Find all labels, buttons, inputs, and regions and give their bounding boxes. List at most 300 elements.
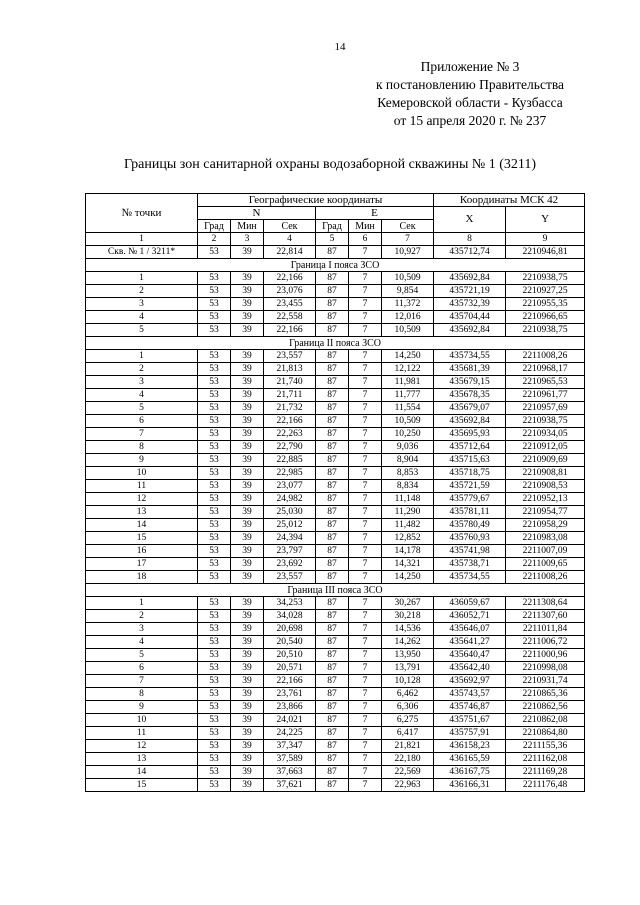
table-cell: 7 <box>349 610 382 623</box>
table-cell: 87 <box>316 753 349 766</box>
column-number: 1 <box>86 233 198 246</box>
table-cell: 20,698 <box>264 623 316 636</box>
table-cell: 53 <box>198 571 231 584</box>
table-cell: 87 <box>316 311 349 324</box>
table-cell: 24,021 <box>264 714 316 727</box>
table-cell: 87 <box>316 246 349 259</box>
table-cell: 2210961,77 <box>506 389 585 402</box>
table-cell: 435734,55 <box>434 350 506 363</box>
table-row <box>86 350 585 363</box>
table-cell: 2210912,05 <box>506 441 585 454</box>
table-cell: 87 <box>316 493 349 506</box>
table-cell: 435718,75 <box>434 467 506 480</box>
table-cell: 53 <box>198 415 231 428</box>
table-cell: 53 <box>198 389 231 402</box>
table-cell: 87 <box>316 350 349 363</box>
table-cell: 14 <box>86 766 198 779</box>
table-cell: 39 <box>231 324 264 337</box>
table-cell: 7 <box>349 701 382 714</box>
table-row <box>86 402 585 415</box>
table-cell: 87 <box>316 454 349 467</box>
table-row <box>86 506 585 519</box>
table-cell: 39 <box>231 558 264 571</box>
table-row <box>86 415 585 428</box>
table-cell: 87 <box>316 688 349 701</box>
table-cell: 87 <box>316 545 349 558</box>
table-cell: 39 <box>231 363 264 376</box>
column-number: 9 <box>506 233 585 246</box>
table-cell: 3 <box>86 298 198 311</box>
table-cell: 8 <box>86 441 198 454</box>
table-cell: 2210909,69 <box>506 454 585 467</box>
table-cell: 7 <box>349 649 382 662</box>
table-cell: 3 <box>86 376 198 389</box>
table-row <box>86 610 585 623</box>
table-cell: 2210931,74 <box>506 675 585 688</box>
table-cell: 39 <box>231 740 264 753</box>
table-cell: 11,554 <box>382 402 434 415</box>
table-cell: 2210938,75 <box>506 324 585 337</box>
section-title: Граница I пояса ЗСО <box>86 259 585 272</box>
table-cell: 7 <box>349 623 382 636</box>
table-cell: 9,036 <box>382 441 434 454</box>
table-cell: 87 <box>316 402 349 415</box>
table-cell: 2210908,81 <box>506 467 585 480</box>
table-cell: 2 <box>86 363 198 376</box>
table-cell: 53 <box>198 727 231 740</box>
table-cell: 7 <box>349 311 382 324</box>
table-cell: 6,306 <box>382 701 434 714</box>
table-cell: 22,166 <box>264 675 316 688</box>
table-cell: 37,347 <box>264 740 316 753</box>
table-cell: 23,557 <box>264 571 316 584</box>
table-cell: 435695,93 <box>434 428 506 441</box>
table-cell: 87 <box>316 389 349 402</box>
table-cell: 7 <box>349 714 382 727</box>
table-cell: 53 <box>198 272 231 285</box>
table-cell: 6,462 <box>382 688 434 701</box>
table-cell: 53 <box>198 714 231 727</box>
header-n: N <box>198 207 316 220</box>
table-cell: 4 <box>86 636 198 649</box>
section-header-row <box>86 337 585 350</box>
appendix-line-3: Кемеровской области - Кузбасса <box>377 95 563 110</box>
table-cell: 87 <box>316 480 349 493</box>
table-cell: 9,854 <box>382 285 434 298</box>
well-row <box>86 246 585 259</box>
table-row <box>86 363 585 376</box>
table-cell: 10,250 <box>382 428 434 441</box>
table-cell: 87 <box>316 285 349 298</box>
table-cell: 2211007,09 <box>506 545 585 558</box>
table-cell: 39 <box>231 389 264 402</box>
table-cell: 39 <box>231 272 264 285</box>
table-cell: 53 <box>198 701 231 714</box>
table-cell: 11,148 <box>382 493 434 506</box>
table-cell: 7 <box>349 519 382 532</box>
table-cell: 87 <box>316 519 349 532</box>
table-cell: 87 <box>316 558 349 571</box>
table-cell: 1 <box>86 597 198 610</box>
table-cell: 25,012 <box>264 519 316 532</box>
table-cell: 435641,27 <box>434 636 506 649</box>
table-cell: 2210958,29 <box>506 519 585 532</box>
table-cell: 39 <box>231 649 264 662</box>
table-cell: 436165,59 <box>434 753 506 766</box>
table-cell: 7 <box>349 428 382 441</box>
table-cell: 39 <box>231 610 264 623</box>
table-cell: 435692,84 <box>434 324 506 337</box>
header-e: E <box>316 207 434 220</box>
table-cell: 53 <box>198 688 231 701</box>
table-cell: 39 <box>231 415 264 428</box>
table-row <box>86 467 585 480</box>
table-cell: 7 <box>86 428 198 441</box>
table-cell: 39 <box>231 454 264 467</box>
table-cell: 39 <box>231 350 264 363</box>
table-cell: 22,814 <box>264 246 316 259</box>
table-cell: 4 <box>86 389 198 402</box>
table-cell: 21,740 <box>264 376 316 389</box>
table-cell: 39 <box>231 636 264 649</box>
table-cell: 435757,91 <box>434 727 506 740</box>
table-cell: 87 <box>316 428 349 441</box>
table-cell: 2210952,13 <box>506 493 585 506</box>
table-cell: 22,569 <box>382 766 434 779</box>
table-cell: 2211176,48 <box>506 779 585 792</box>
table-cell: 435642,40 <box>434 662 506 675</box>
table-cell: 22,790 <box>264 441 316 454</box>
table-cell: 2211307,60 <box>506 610 585 623</box>
appendix-line-4: от 15 апреля 2020 г. № 237 <box>393 113 547 128</box>
appendix-line-2: к постановлению Правительства <box>375 77 565 92</box>
table-cell: 15 <box>86 779 198 792</box>
table-cell: 436059,67 <box>434 597 506 610</box>
table-cell: 7 <box>349 415 382 428</box>
table-cell: 53 <box>198 649 231 662</box>
table-cell: 11,290 <box>382 506 434 519</box>
table-row <box>86 623 585 636</box>
coordinates-table <box>85 193 585 792</box>
table-cell: 14,536 <box>382 623 434 636</box>
table-cell: 24,394 <box>264 532 316 545</box>
table-cell: 435760,93 <box>434 532 506 545</box>
table-cell: 13 <box>86 506 198 519</box>
table-cell: 87 <box>316 740 349 753</box>
table-cell: 37,621 <box>264 779 316 792</box>
table-cell: 37,663 <box>264 766 316 779</box>
table-cell: 435692,97 <box>434 675 506 688</box>
table-cell: 53 <box>198 532 231 545</box>
table-cell: 39 <box>231 493 264 506</box>
table-cell: 435746,87 <box>434 701 506 714</box>
table-row <box>86 428 585 441</box>
table-cell: 22,180 <box>382 753 434 766</box>
table-cell: 23,692 <box>264 558 316 571</box>
table-cell: 39 <box>231 285 264 298</box>
table-cell: 436052,71 <box>434 610 506 623</box>
table-cell: 22,885 <box>264 454 316 467</box>
table-cell: 39 <box>231 506 264 519</box>
table-cell: 17 <box>86 558 198 571</box>
table-cell: 7 <box>349 480 382 493</box>
table-cell: 10,128 <box>382 675 434 688</box>
table-cell: 7 <box>349 493 382 506</box>
table-cell: 8,904 <box>382 454 434 467</box>
table-cell: 8 <box>86 688 198 701</box>
table-cell: 7 <box>349 545 382 558</box>
table-cell: 14,178 <box>382 545 434 558</box>
table-cell: 2210946,81 <box>506 246 585 259</box>
section-header-row <box>86 584 585 597</box>
table-cell: 7 <box>349 675 382 688</box>
table-cell: 4 <box>86 311 198 324</box>
table-row <box>86 493 585 506</box>
table-cell: 53 <box>198 350 231 363</box>
table-cell: 11,981 <box>382 376 434 389</box>
table-row <box>86 454 585 467</box>
table-cell: 2 <box>86 285 198 298</box>
table-cell: 22,263 <box>264 428 316 441</box>
table-cell: 20,540 <box>264 636 316 649</box>
table-cell: 30,218 <box>382 610 434 623</box>
table-cell: 87 <box>316 701 349 714</box>
table-row <box>86 532 585 545</box>
column-number: 8 <box>434 233 506 246</box>
header-n-sec: Сек <box>264 220 316 233</box>
table-cell: 87 <box>316 506 349 519</box>
table-cell: 10,927 <box>382 246 434 259</box>
table-cell: 11,482 <box>382 519 434 532</box>
table-cell: 6 <box>86 415 198 428</box>
table-cell: 39 <box>231 779 264 792</box>
table-cell: 39 <box>231 376 264 389</box>
table-cell: 435715,63 <box>434 454 506 467</box>
table-cell: 436167,75 <box>434 766 506 779</box>
table-cell: 87 <box>316 727 349 740</box>
table-cell: 436158,23 <box>434 740 506 753</box>
table-cell: 53 <box>198 376 231 389</box>
table-cell: 53 <box>198 467 231 480</box>
table-cell: 53 <box>198 506 231 519</box>
table-cell: 7 <box>349 441 382 454</box>
table-cell: 2211162,08 <box>506 753 585 766</box>
table-cell: 39 <box>231 701 264 714</box>
table-cell: 53 <box>198 545 231 558</box>
column-number: 3 <box>231 233 264 246</box>
table-row <box>86 649 585 662</box>
table-cell: 435738,71 <box>434 558 506 571</box>
table-cell: 34,028 <box>264 610 316 623</box>
table-cell: 87 <box>316 649 349 662</box>
table-cell: 10 <box>86 467 198 480</box>
table-cell: 87 <box>316 415 349 428</box>
table-cell: 23,761 <box>264 688 316 701</box>
table-cell: 7 <box>349 766 382 779</box>
table-cell: 435780,49 <box>434 519 506 532</box>
table-cell: 9 <box>86 701 198 714</box>
table-cell: 7 <box>349 753 382 766</box>
table-row <box>86 701 585 714</box>
table-cell: 14,250 <box>382 350 434 363</box>
table-cell: 7 <box>349 350 382 363</box>
table-cell: 53 <box>198 402 231 415</box>
table-cell: 5 <box>86 402 198 415</box>
table-row <box>86 662 585 675</box>
section-title: Граница III пояса ЗСО <box>86 584 585 597</box>
table-cell: 435779,67 <box>434 493 506 506</box>
column-number: 2 <box>198 233 231 246</box>
table-cell: 21,732 <box>264 402 316 415</box>
table-cell: 87 <box>316 272 349 285</box>
table-cell: 12 <box>86 740 198 753</box>
table-cell: 14 <box>86 519 198 532</box>
table-cell: 39 <box>231 545 264 558</box>
table-cell: 435646,07 <box>434 623 506 636</box>
table-cell: 14,321 <box>382 558 434 571</box>
table-row <box>86 324 585 337</box>
table-cell: 23,866 <box>264 701 316 714</box>
table-cell: 39 <box>231 662 264 675</box>
table-cell: 2 <box>86 610 198 623</box>
table-cell: 435721,19 <box>434 285 506 298</box>
table-cell: 53 <box>198 480 231 493</box>
table-cell: 10,509 <box>382 324 434 337</box>
table-row <box>86 779 585 792</box>
table-cell: 87 <box>316 766 349 779</box>
header-geo-coordinates: Географические координаты <box>198 194 434 207</box>
table-cell: 87 <box>316 441 349 454</box>
table-cell: 87 <box>316 714 349 727</box>
table-cell: 2211155,36 <box>506 740 585 753</box>
table-row <box>86 571 585 584</box>
table-cell: 22,166 <box>264 324 316 337</box>
table-cell: 7 <box>349 298 382 311</box>
header-x: X <box>434 207 506 233</box>
table-cell: 1 <box>86 272 198 285</box>
table-cell: 6,275 <box>382 714 434 727</box>
table-cell: 2211006,72 <box>506 636 585 649</box>
table-cell: 22,963 <box>382 779 434 792</box>
table-cell: 7 <box>349 740 382 753</box>
table-cell: 39 <box>231 623 264 636</box>
table-row <box>86 558 585 571</box>
table-cell: 53 <box>198 766 231 779</box>
table-cell: 7 <box>349 636 382 649</box>
table-cell: 53 <box>198 454 231 467</box>
table-cell: 53 <box>198 623 231 636</box>
table-cell: 53 <box>198 610 231 623</box>
table-cell: 7 <box>349 467 382 480</box>
table-cell: 435741,98 <box>434 545 506 558</box>
table-cell: 435692,84 <box>434 415 506 428</box>
table-cell: 5 <box>86 324 198 337</box>
table-cell: 87 <box>316 571 349 584</box>
table-cell: 16 <box>86 545 198 558</box>
table-cell: 39 <box>231 428 264 441</box>
table-cell: 7 <box>349 363 382 376</box>
table-cell: 2211008,26 <box>506 571 585 584</box>
table-cell: 87 <box>316 610 349 623</box>
table-cell: 39 <box>231 753 264 766</box>
table-cell: 435751,67 <box>434 714 506 727</box>
table-cell: 6 <box>86 662 198 675</box>
column-number: 7 <box>382 233 434 246</box>
table-cell: 39 <box>231 441 264 454</box>
table-cell: 39 <box>231 246 264 259</box>
table-cell: 39 <box>231 402 264 415</box>
table-cell: 53 <box>198 493 231 506</box>
table-cell: 39 <box>231 727 264 740</box>
table-cell: 13,791 <box>382 662 434 675</box>
table-row <box>86 272 585 285</box>
table-cell: 39 <box>231 766 264 779</box>
table-row <box>86 675 585 688</box>
table-cell: 2210934,05 <box>506 428 585 441</box>
table-cell: 53 <box>198 519 231 532</box>
table-cell: 2211009,65 <box>506 558 585 571</box>
table-cell: 7 <box>349 272 382 285</box>
table-cell: 87 <box>316 376 349 389</box>
table-cell: 13 <box>86 753 198 766</box>
table-cell: 23,076 <box>264 285 316 298</box>
column-number: 5 <box>316 233 349 246</box>
table-cell: 53 <box>198 740 231 753</box>
table-cell: 22,558 <box>264 311 316 324</box>
table-cell: 7 <box>349 506 382 519</box>
table-cell: 37,589 <box>264 753 316 766</box>
header-e-sec: Сек <box>382 220 434 233</box>
table-cell: 87 <box>316 779 349 792</box>
column-number: 6 <box>349 233 382 246</box>
table-row <box>86 597 585 610</box>
table-cell: 21,813 <box>264 363 316 376</box>
table-cell: 7 <box>349 558 382 571</box>
appendix-line-1: Приложение № 3 <box>420 59 520 74</box>
table-cell: 87 <box>316 532 349 545</box>
table-row <box>86 519 585 532</box>
table-cell: 22,166 <box>264 272 316 285</box>
table-cell: 7 <box>349 454 382 467</box>
table-cell: 2211008,26 <box>506 350 585 363</box>
table-cell: 39 <box>231 467 264 480</box>
table-cell: 39 <box>231 714 264 727</box>
coordinates-body <box>86 246 585 792</box>
table-cell: 39 <box>231 298 264 311</box>
table-cell: 14,250 <box>382 571 434 584</box>
table-cell: 11 <box>86 727 198 740</box>
table-cell: 25,030 <box>264 506 316 519</box>
table-cell: 53 <box>198 779 231 792</box>
table-cell: 11 <box>86 480 198 493</box>
header-n-min: Мин <box>231 220 264 233</box>
table-cell: 53 <box>198 285 231 298</box>
table-cell: 435681,39 <box>434 363 506 376</box>
header-e-deg: Град <box>316 220 349 233</box>
table-cell: 23,077 <box>264 480 316 493</box>
appendix-header <box>330 58 610 130</box>
table-row <box>86 480 585 493</box>
table-cell: 436166,31 <box>434 779 506 792</box>
table-row <box>86 636 585 649</box>
table-cell: 53 <box>198 675 231 688</box>
table-cell: 39 <box>231 688 264 701</box>
table-cell: 11,372 <box>382 298 434 311</box>
table-cell: 39 <box>231 519 264 532</box>
table-cell: 7 <box>349 688 382 701</box>
header-point: № точки <box>86 194 198 233</box>
table-cell: 53 <box>198 246 231 259</box>
